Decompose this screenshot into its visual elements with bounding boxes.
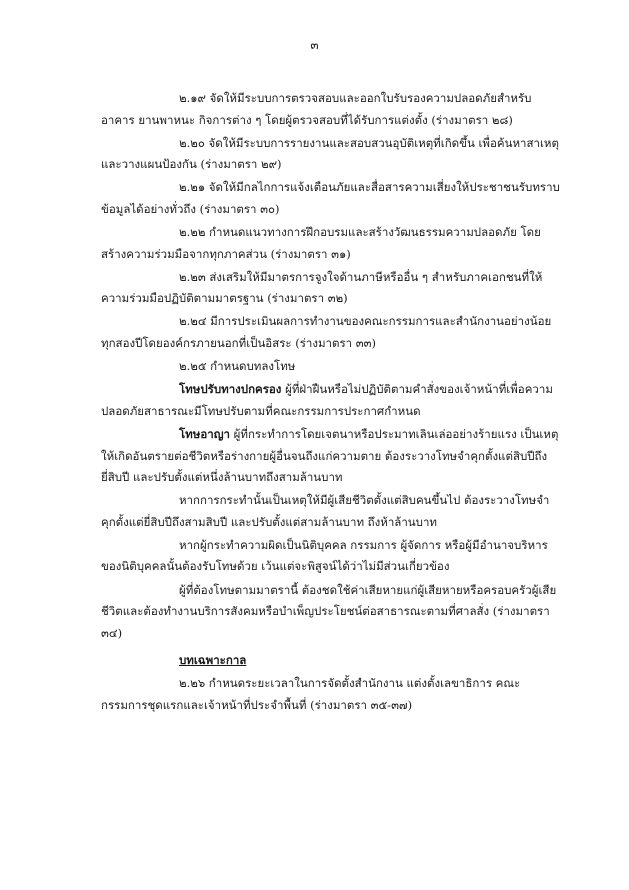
criminal-penalty-term: โทษอาญา (179, 426, 230, 441)
clause-2-20: ๒.๒๐ จัดให้มีระบบการรายงานและสอบสวนอุบัติเหตุที่เกิดขึ้น เพื่อค้นหาสาเหตุและวางแผนป้องกัน (ร่างมาตรา ๒๙) (101, 135, 559, 172)
compensation-paragraph: ผู้ที่ต้องโทษตามมาตรานี้ ต้องชดใช้ค่าเสียหายแก่ผู้เสียหายหรือครอบครัวผู้เสียชีวิตและต้องทำงานบริการสังคมหรือบำเพ็ญประโยชน์ต่อสาธารณะตามที่ศาลสั่ง (ร่างมาตรา ๓๔) (101, 582, 557, 640)
criminal-penalty-text: ผู้ที่กระทำการโดยเจตนาหรือประมาทเลินเล่ออย่างร้ายแรง เป็นเหตุให้เกิดอันตรายต่อชีวิตหรือร่างกายผู้อื่นจนถึงแก่ความตาย ต้องระวางโทษจำคุกตั้งแต่สิบปีถึงยี่สิบปี และปรับตั้งแต่หนึ่งล้านบาทถึงสามล้านบาท (101, 426, 559, 485)
injury-paragraph: หากการกระทำนั้นเป็นเหตุให้มีผู้เสียชีวิตตั้งแต่สิบคนขึ้นไป ต้องระวางโทษจำคุกตั้งแต่ยี่สิบปีถึงสามสิบปี และปรับตั้งแต่สามล้านบาท ถึงห้าล้านบาท (101, 493, 550, 529)
admin-penalty-text: ผู้ที่ฝ่าฝืนหรือไม่ปฏิบัติตามคำสั่งของเจ้าหน้าที่เพื่อความปลอดภัยสาธารณะมีโทษปรับตามที่คณะกรรมการประกาศกำหนด (101, 382, 553, 418)
admin-penalty-paragraph (101, 379, 561, 422)
clause-2-22: ๒.๒๒ กำหนดแนวทางการฝึกอบรมและสร้างวัฒนธรรมความปลอดภัย โดยสร้างความร่วมมือจากทุกภาคส่วน (ร่างมาตรา ๓๑) (101, 225, 541, 261)
juristic-paragraph: หากผู้กระทำความผิดเป็นนิติบุคคล กรรมการ ผู้จัดการ หรือผู้มีอำนาจบริหารของนิติบุคคลนั้นต้องรับโทษด้วย เว้นแต่จะพิสูจน์ได้ว่าไม่มีส่วนเกี่ยวข้อง (101, 537, 548, 574)
admin-penalty-term: โทษปรับทางปกครอง (179, 382, 282, 397)
transitional-heading-text: บทเฉพาะกาล (179, 653, 247, 668)
clause-2-23: ๒.๒๓ ส่งเสริมให้มีมาตรการจูงใจด้านภาษีหรืออื่น ๆ สำหรับภาคเอกชนที่ให้ความร่วมมือปฏิบัติตามมาตรฐาน (ร่างมาตรา ๓๒) (101, 269, 543, 306)
clause-2-25: ๒.๒๕ กำหนดบทลงโทษ (179, 359, 296, 374)
clause-2-21: ๒.๒๑ จัดให้มีกลไกการแจ้งเตือนภัยและสื่อสารความเสี่ยงให้ประชาชนรับทราบข้อมูลได้อย่างทั่วถึง (ร่างมาตรา ๓๐) (101, 180, 560, 216)
criminal-penalty-paragraph (101, 424, 561, 489)
clause-2-26: ๒.๒๖ กำหนดระยะเวลาในการจัดตั้งสำนักงาน แต่งตั้งเลขาธิการ คณะกรรมการชุดแรกและเจ้าหน้าที่ประจำพื้นที่ (ร่างมาตรา ๓๕-๓๗) (101, 676, 521, 713)
page-number: ๓ (310, 38, 319, 52)
document-body (101, 88, 561, 718)
clause-2-24: ๒.๒๔ มีการประเมินผลการทำงานของคณะกรรมการและสำนักงานอย่างน้อยทุกสองปีโดยองค์กรภายนอกที่เป็นอิสระ (ร่างมาตรา ๓๓) (101, 314, 552, 351)
clause-2-19: ๒.๑๙ จัดให้มีระบบการตรวจสอบและออกใบรับรองความปลอดภัยสำหรับอาคาร ยานพาหนะ กิจการต่าง ๆ โดยผู้ตรวจสอบที่ได้รับการแต่งตั้ง (ร่างมาตรา ๒๘) (101, 91, 532, 127)
transitional-heading (101, 650, 561, 672)
